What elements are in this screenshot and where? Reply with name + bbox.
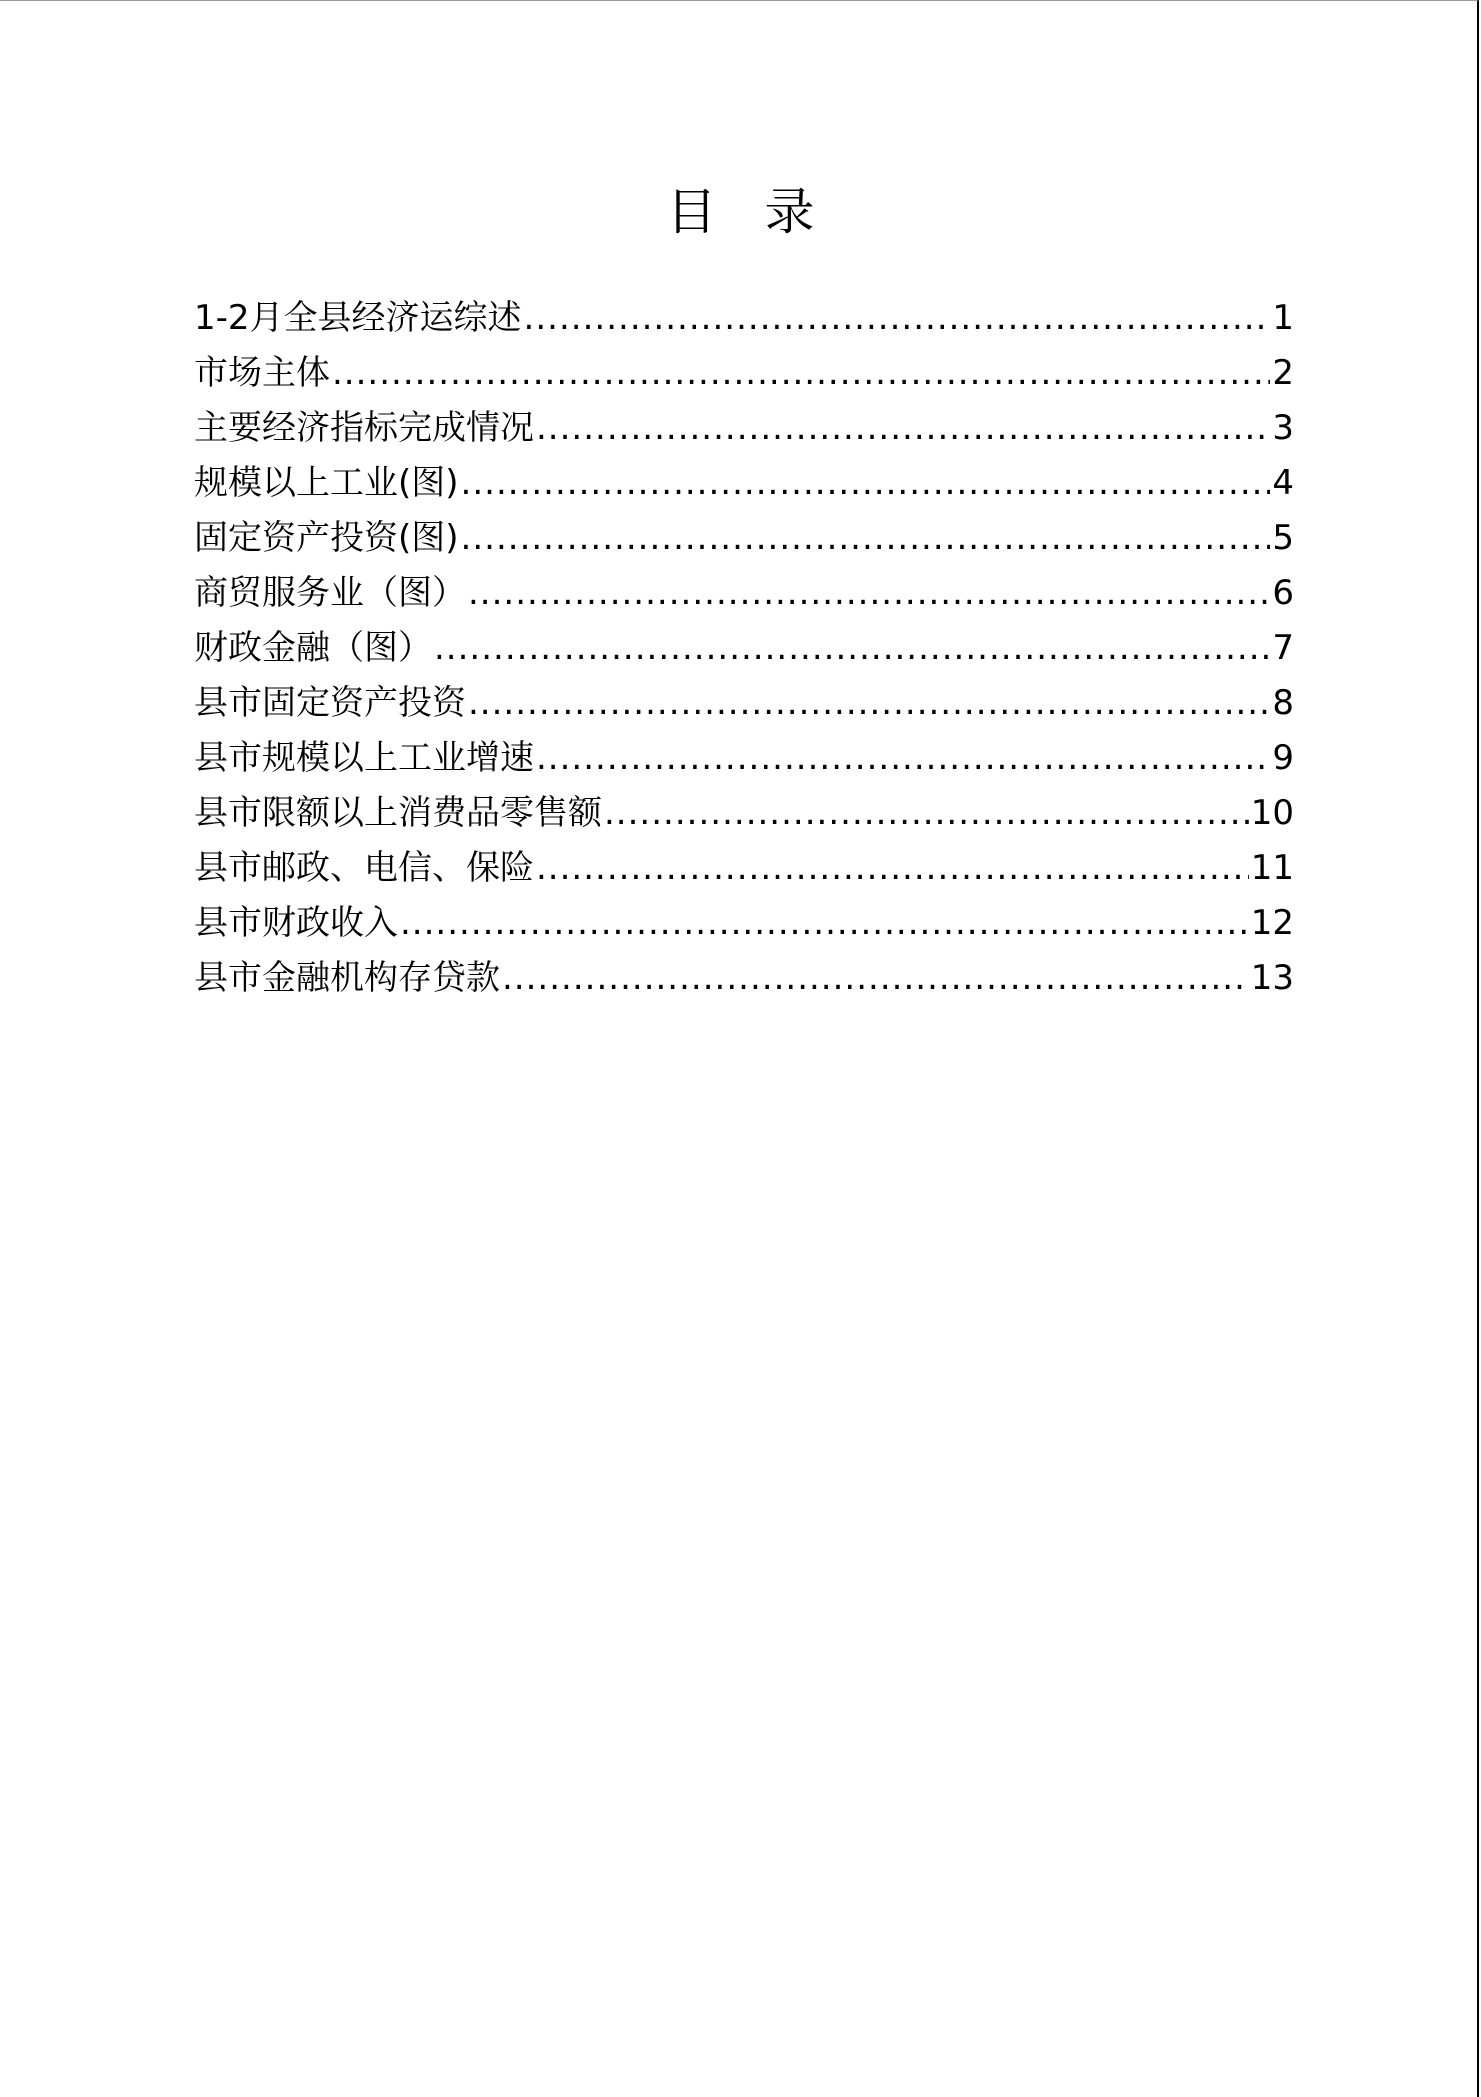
toc-entry[interactable] — [194, 951, 1294, 1006]
toc-entry-page: 7 — [1272, 628, 1294, 668]
toc-entry-page: 3 — [1272, 408, 1294, 448]
toc-dot-leader — [468, 676, 1270, 731]
toc-entry-page: 12 — [1250, 903, 1294, 943]
toc-entry-label: 县市规模以上工业增速 — [194, 738, 534, 778]
toc-entry-label: 商贸服务业（图） — [194, 573, 466, 613]
toc-entry[interactable] — [194, 896, 1294, 951]
toc-entry[interactable] — [194, 786, 1294, 841]
toc-entry[interactable] — [194, 291, 1294, 346]
toc-dot-leader — [604, 786, 1249, 841]
toc-entry-label: 县市金融机构存贷款 — [194, 958, 500, 998]
toc-entry[interactable] — [194, 401, 1294, 456]
toc-entry[interactable] — [194, 346, 1294, 401]
toc-dot-leader — [524, 291, 1271, 346]
toc-entry[interactable] — [194, 566, 1294, 621]
toc-dot-leader — [536, 841, 1249, 896]
toc-dot-leader — [536, 731, 1270, 786]
toc-entry[interactable] — [194, 731, 1294, 786]
toc-dot-leader — [332, 346, 1270, 401]
toc-entry-label: 规模以上工业(图) — [194, 463, 459, 503]
toc-entry[interactable] — [194, 511, 1294, 566]
toc-entry-page: 9 — [1272, 738, 1294, 778]
toc-dot-leader — [434, 621, 1270, 676]
table-of-contents — [194, 291, 1294, 1006]
toc-entry-page: 1 — [1272, 298, 1294, 338]
toc-dot-leader — [536, 401, 1270, 456]
toc-entry-page: 8 — [1272, 683, 1294, 723]
toc-dot-leader — [502, 951, 1249, 1006]
toc-entry-label: 县市限额以上消费品零售额 — [194, 793, 602, 833]
toc-entry-label: 县市邮政、电信、保险 — [194, 848, 534, 888]
toc-dot-leader — [400, 896, 1249, 951]
toc-entry-label: 财政金融（图） — [194, 628, 432, 668]
toc-title: 目录 — [666, 183, 863, 241]
toc-entry-label: 固定资产投资(图) — [194, 518, 459, 558]
toc-entry-page: 6 — [1272, 573, 1294, 613]
toc-entry[interactable] — [194, 841, 1294, 896]
toc-entry-label: 主要经济指标完成情况 — [194, 408, 534, 448]
toc-entry-page: 11 — [1250, 848, 1294, 888]
toc-dot-leader — [468, 566, 1270, 621]
toc-entry-page: 2 — [1272, 353, 1294, 393]
toc-entry[interactable] — [194, 676, 1294, 731]
toc-entry-label: 县市固定资产投资 — [194, 683, 466, 723]
toc-dot-leader — [461, 511, 1271, 566]
toc-entry-label: 市场主体 — [194, 353, 330, 393]
toc-entry[interactable] — [194, 621, 1294, 676]
toc-entry-page: 4 — [1272, 463, 1294, 503]
toc-entry-page: 13 — [1250, 958, 1294, 998]
toc-entry-page: 5 — [1272, 518, 1294, 558]
toc-entry-page: 10 — [1250, 793, 1294, 833]
toc-entry-label: 1-2月全县经济运综述 — [194, 298, 522, 338]
toc-entry-label: 县市财政收入 — [194, 903, 398, 943]
toc-dot-leader — [461, 456, 1271, 511]
toc-entry[interactable] — [194, 456, 1294, 511]
